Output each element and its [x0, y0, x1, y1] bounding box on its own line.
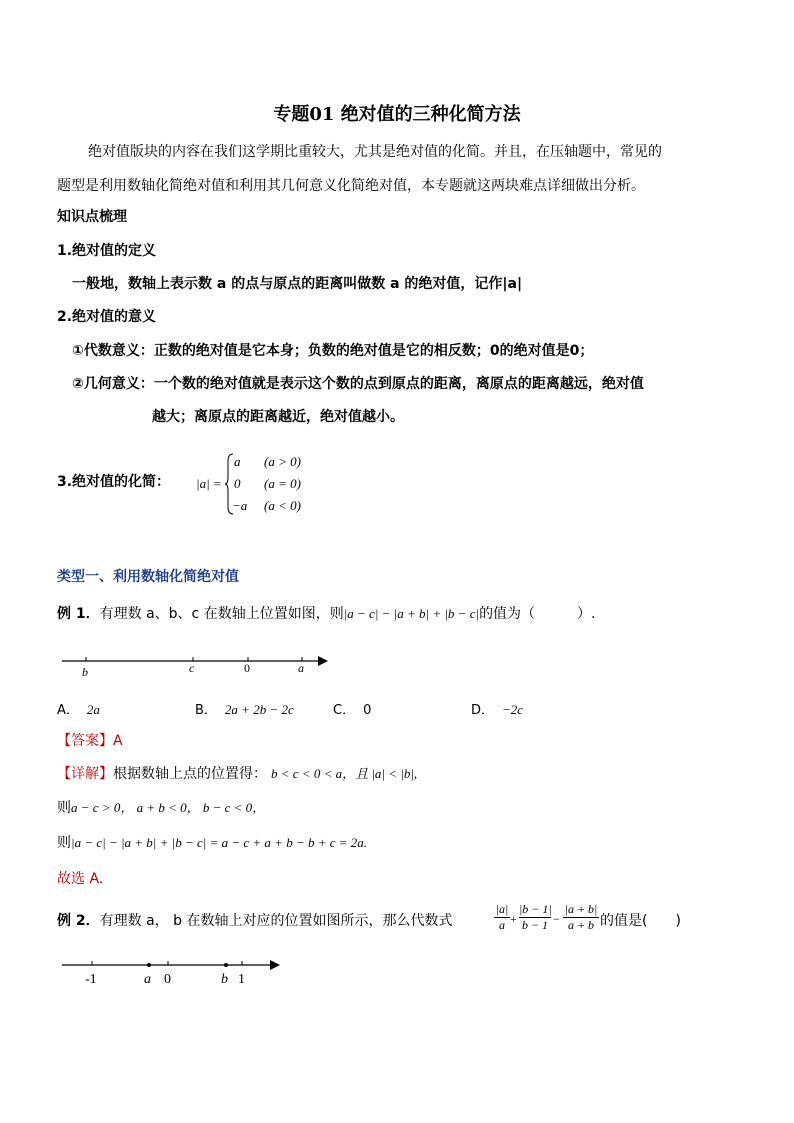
ex1-axis-label-c: c: [189, 661, 195, 675]
ex1-question: [57, 604, 596, 624]
ex1-detail-line-1: [57, 764, 417, 784]
ex2-axis-label-0: 0: [164, 972, 171, 987]
choice-b-letter: B．: [195, 703, 217, 718]
ex2-question: [57, 911, 452, 931]
piecewise-val-2: 0: [234, 476, 241, 491]
ex2-text-before: 有理数 a， b 在数轴上对应的位置如图所示，那么代数式: [99, 913, 453, 929]
piecewise-lhs: |a| =: [196, 476, 222, 491]
detail-math-2: a − c > 0， a + b < 0， b − c < 0，: [71, 800, 266, 815]
ex1-axis-label-0: 0: [244, 661, 250, 675]
frac2-denominator: b − 1: [519, 917, 551, 933]
piecewise-val-1: a: [234, 454, 241, 469]
choice-b-value: 2a + 2b − 2c: [224, 702, 294, 717]
ex2-text-after: 的值是( ): [600, 913, 681, 929]
ex2-label: 例 2．: [57, 913, 100, 929]
choice-c-value: 0: [363, 703, 372, 718]
choice-a-letter: A．: [57, 703, 79, 718]
ex1-text-after: 的值为（ ）.: [479, 606, 596, 622]
ex2-number-line: [60, 955, 285, 990]
frac2-numerator: |b − 1|: [519, 902, 552, 916]
ex1-label: 例 1．: [57, 606, 100, 622]
choice-c-letter: C．: [333, 703, 356, 718]
answer-value: A: [113, 733, 123, 749]
detail-math-3: |a − c| − |a + b| + |b − c| = a − c + a + b − b + c = 2a.: [71, 835, 368, 850]
choice-a-value: 2a: [86, 702, 100, 717]
detail-prefix-3: 则: [57, 835, 71, 851]
ex2-axis-label-neg1: -1: [85, 972, 97, 987]
ex2-axis-label-a: a: [144, 972, 151, 987]
meaning-geometric-cont: 越大；离原点的距离越近，绝对值越小。: [152, 409, 404, 425]
ex2-op-plus: +: [510, 912, 517, 926]
frac3-denominator: a + b: [563, 917, 599, 933]
ex1-choice-c[interactable]: [333, 699, 371, 718]
piecewise-cond-2: (a = 0): [264, 476, 301, 491]
intro-line-1: 绝对值版块的内容在我们这学期比重较大，尤其是绝对值的化简。并且，在压轴题中，常见的: [88, 144, 662, 160]
intro-line-2: 题型是利用数轴化简绝对值和利用其几何意义化简绝对值，本专题就这两块难点详细做出分析。: [57, 178, 645, 194]
meaning-geometric: ②几何意义：一个数的绝对值就是表示这个数的点到原点的距离，离原点的距离越远，绝对值: [72, 376, 644, 392]
detail-tag: 【详解】: [57, 766, 113, 782]
ex1-answer: [57, 731, 123, 751]
ex1-choice-b[interactable]: [195, 699, 294, 718]
ex2-axis-label-1: 1: [238, 972, 245, 987]
choice-d-letter: D．: [471, 703, 495, 718]
piecewise-formula: [192, 452, 322, 516]
frac3-numerator: |a + b|: [564, 902, 598, 916]
piecewise-val-3: −a: [232, 498, 248, 513]
ex1-expression: |a − c| − |a + b| + |b − c|: [343, 606, 480, 621]
choice-d-value: −2c: [502, 702, 524, 717]
simplify-heading: 3.绝对值的化简：: [57, 474, 171, 490]
ex1-axis-label-b: b: [82, 665, 88, 679]
ex1-detail-line-2: [57, 798, 265, 818]
ex2-axis-label-b: b: [221, 972, 228, 987]
answer-tag: 【答案】: [57, 733, 113, 749]
type1-heading: 类型一、利用数轴化简绝对值: [57, 569, 239, 585]
detail-math-1: b < c < 0 < a，且 |a| < |b|,: [271, 766, 418, 781]
ex1-axis-label-a: a: [298, 661, 304, 675]
section-knowledge: 知识点梳理: [57, 209, 127, 225]
arrow-right-icon: [318, 656, 328, 666]
ex2-op-minus: −: [553, 912, 560, 926]
ex1-choice-d[interactable]: [471, 699, 523, 718]
frac1-numerator: |a|: [495, 902, 509, 916]
piecewise-cond-3: (a < 0): [264, 498, 301, 513]
meaning-heading: 2.绝对值的意义: [57, 309, 157, 325]
detail-text-1: 根据数轴上点的位置得：: [113, 766, 267, 782]
arrow-right-icon: [270, 960, 280, 970]
def-text: 一般地，数轴上表示数 a 的点与原点的距离叫做数 a 的绝对值，记作|a|: [72, 276, 523, 292]
ex1-choice-a[interactable]: [57, 699, 100, 718]
meaning-algebraic: ①代数意义：正数的绝对值是它本身；负数的绝对值是它的相反数；0的绝对值是0；: [72, 343, 594, 359]
ex1-number-line: [60, 650, 330, 680]
frac1-denominator: a: [494, 917, 510, 933]
ex1-detail-line-3: [57, 833, 367, 853]
def-heading: 1.绝对值的定义: [57, 243, 157, 259]
ex1-text-before: 有理数 a、b、c 在数轴上位置如图，则: [99, 606, 344, 622]
page-title: 专题01 绝对值的三种化简方法: [273, 104, 521, 125]
detail-prefix-2: 则: [57, 800, 71, 816]
ex1-conclusion: 故选 A.: [57, 871, 104, 887]
piecewise-cond-1: (a > 0): [264, 454, 301, 469]
